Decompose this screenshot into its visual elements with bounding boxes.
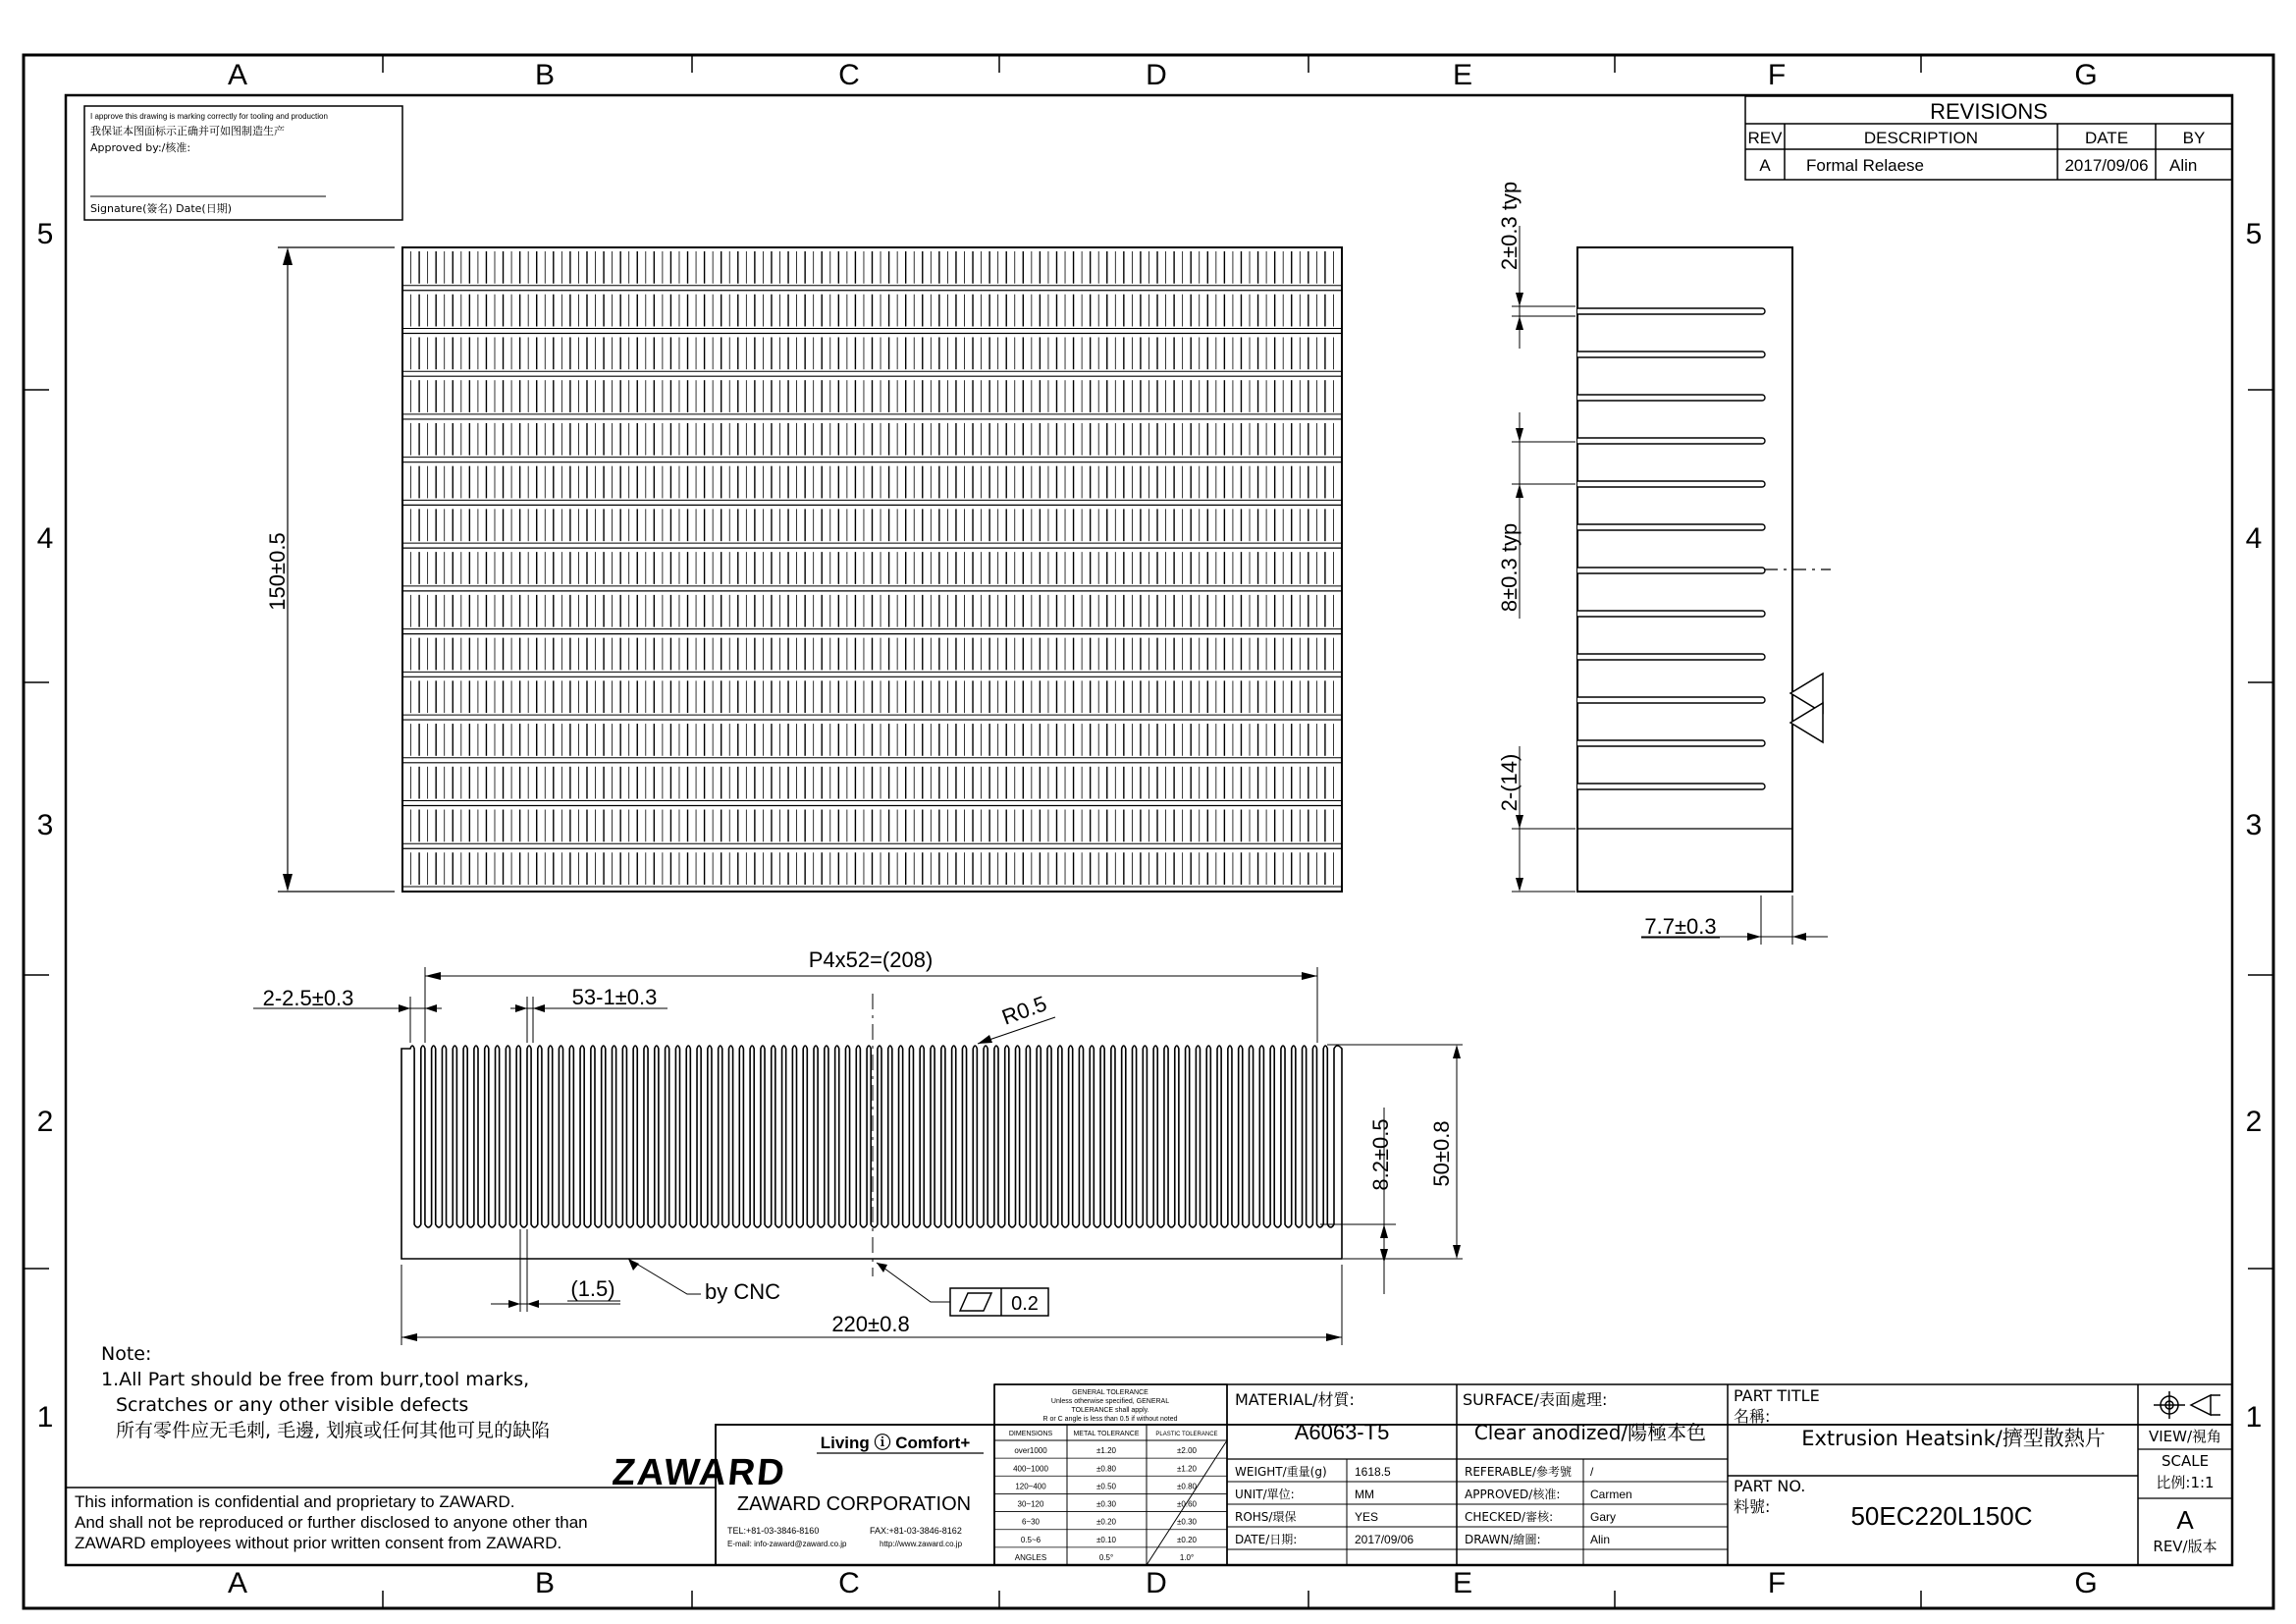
tol-col-metal: METAL TOLERANCE: [1073, 1431, 1140, 1437]
view-label: VIEW/視角: [2148, 1428, 2222, 1445]
tolerance-cell: 0.5°: [1098, 1553, 1114, 1562]
prop-label: DATE/日期:: [1235, 1533, 1298, 1546]
people-value: Carmen: [1590, 1488, 1632, 1501]
confidential-line-2: And shall not be reproduced or further disclosed to anyone other than: [75, 1513, 588, 1532]
tolerance-cell: 6~30: [1021, 1517, 1041, 1527]
rev-header-date: DATE: [2084, 129, 2129, 147]
tolerance-cell: 30~120: [1017, 1499, 1044, 1509]
people-label: REFERABLE/參考號: [1465, 1465, 1573, 1479]
part-no-label-2: 料號:: [1734, 1497, 1771, 1516]
zone-col-label: B: [534, 59, 556, 91]
projection-icon: [2154, 1391, 2220, 1419]
people-value: Alin: [1590, 1533, 1611, 1546]
zone-col-label: A: [227, 59, 248, 91]
revisions-title: REVISIONS: [1930, 99, 2048, 124]
tolerance-cell: ±0.80: [1177, 1482, 1197, 1491]
tolerance-cell: ±0.30: [1177, 1517, 1197, 1527]
tolerance-table: [994, 1384, 1227, 1565]
revisions-table: [1745, 96, 2232, 180]
fin-band: [402, 638, 1342, 671]
zone-col-label: A: [227, 1567, 248, 1599]
dim-typ-8: 8±0.3 typ: [1497, 522, 1522, 613]
fin-band: [402, 337, 1342, 369]
rev-cell-by: Alin: [2169, 156, 2198, 175]
tol-head-2: Unless otherwise specified, GENERAL: [1050, 1398, 1170, 1405]
zone-col-label: E: [1452, 59, 1473, 91]
fin-band: [402, 251, 1342, 284]
dim-pitch: P4x52=(208): [808, 947, 934, 972]
confidential-line-1: This information is confidential and proprietary to ZAWARD.: [75, 1492, 515, 1511]
material-value: A6063-T5: [1294, 1420, 1390, 1444]
flatness-value: 0.2: [1011, 1293, 1039, 1315]
side-fin: [1577, 308, 1765, 314]
dim-depth-8-2: 8.2±0.5: [1368, 1118, 1393, 1191]
surface-label: SURFACE/表面處理:: [1463, 1390, 1608, 1409]
confidential-block: [66, 1488, 716, 1552]
company-web: http://www.zaward.co.jp: [880, 1540, 963, 1548]
approval-text-1: I approve this drawing is marking correctly for tooling and production: [90, 112, 328, 121]
rev-value: A: [2176, 1505, 2194, 1535]
zone-col-label: G: [2074, 59, 2098, 91]
zone-col-label: G: [2074, 1567, 2098, 1599]
company-fax: FAX:+81-03-3846-8162: [870, 1526, 962, 1536]
company-logo: ZAWARD: [610, 1452, 788, 1493]
side-fin: [1577, 697, 1765, 703]
note-line-1: 1.All Part should be free from burr,tool marks,: [101, 1369, 530, 1390]
zone-col-label: F: [1767, 1567, 1787, 1599]
people-label: DRAWN/繪圖:: [1465, 1533, 1541, 1546]
company-email: E-mail: info-zaward@zaward.co.jp: [727, 1540, 847, 1548]
scale-value: 比例:1:1: [2156, 1474, 2215, 1491]
side-info: [2149, 1391, 2221, 1555]
part-number: 50EC220L150C: [1850, 1501, 2033, 1531]
fin-band: [402, 295, 1342, 327]
fin-band: [402, 767, 1342, 799]
zone-row-label: 1: [2245, 1401, 2263, 1434]
tolerance-cell: ±0.50: [1096, 1482, 1116, 1491]
part-name-label: 名稱:: [1734, 1407, 1771, 1426]
dim-side-7-7: 7.7±0.3: [1644, 914, 1717, 939]
tolerance-cell: 400~1000: [1013, 1464, 1048, 1474]
prop-value: YES: [1355, 1510, 1379, 1524]
material-label: MATERIAL/材質:: [1235, 1390, 1355, 1409]
tolerance-cell: over1000: [1014, 1446, 1047, 1456]
tolerance-cell: ±2.00: [1177, 1446, 1197, 1456]
note-line-3: 所有零件应无毛刺, 毛邊, 划痕或任何其他可見的缺陷: [116, 1420, 551, 1441]
dim-base-1-5: (1.5): [570, 1276, 615, 1301]
fin-band: [402, 810, 1342, 842]
note-line-2: Scratches or any other visible defects: [116, 1394, 469, 1416]
fin-band: [402, 724, 1342, 756]
material-surface: [1235, 1390, 1706, 1444]
company-block: [611, 1425, 994, 1565]
tolerance-cell: ±0.80: [1096, 1464, 1116, 1474]
company-slogan: Living ⓘ Comfort+: [820, 1434, 971, 1452]
tol-head-4: R or C angle is less than 0.5 if without noted: [1042, 1416, 1178, 1423]
zone-row-label: 4: [36, 522, 54, 555]
zone-row-label: 5: [2245, 218, 2263, 250]
side-fin: [1577, 568, 1765, 573]
tol-col-dimensions: DIMENSIONS: [1008, 1431, 1053, 1437]
side-fin: [1577, 395, 1765, 401]
people-value: Gary: [1590, 1510, 1617, 1524]
rev-header-by: BY: [2182, 129, 2206, 147]
dim-end-14: 2-(14): [1497, 753, 1522, 812]
dim-typ-2: 2±0.3 typ: [1497, 181, 1522, 271]
fin-band: [402, 680, 1342, 713]
dim-width-220: 220±0.8: [831, 1312, 910, 1336]
tolerance-cell: 0.5~6: [1020, 1535, 1041, 1544]
part-title: Extrusion Heatsink/擠型散熱片: [1801, 1427, 2106, 1450]
tolerance-cell: ±0.20: [1096, 1517, 1116, 1527]
tolerance-cell: ±1.20: [1096, 1446, 1116, 1456]
confidential-line-3: ZAWARD employees without prior written consent from ZAWARD.: [75, 1534, 562, 1552]
prop-value: MM: [1355, 1488, 1374, 1501]
scale-label: SCALE: [2161, 1452, 2210, 1470]
side-fin: [1577, 654, 1765, 660]
part-no-label: PART NO.: [1734, 1477, 1806, 1495]
fin-band: [402, 466, 1342, 499]
tol-head-3: TOLERANCE shall apply.: [1071, 1407, 1149, 1414]
zone-col-label: E: [1452, 1567, 1473, 1599]
zone-row-label: 3: [36, 809, 54, 841]
rev-cell-rev: A: [1759, 156, 1771, 175]
side-fin: [1577, 438, 1765, 444]
zone-col-label: D: [1146, 59, 1167, 91]
note-title: Note:: [101, 1343, 152, 1365]
tolerance-cell: ±0.60: [1177, 1499, 1197, 1509]
front-profile: [401, 1046, 1342, 1259]
part-block: [1734, 1386, 2106, 1531]
approval-text-2: 我保证本图面标示正确并可如图制造生产: [90, 125, 285, 137]
prop-label: WEIGHT/重量(g): [1235, 1465, 1327, 1479]
prop-label: UNIT/單位:: [1235, 1488, 1295, 1501]
tol-head-1: GENERAL TOLERANCE: [1072, 1389, 1148, 1396]
part-title-label: PART TITLE: [1734, 1386, 1820, 1405]
front-view: [253, 947, 1463, 1345]
approval-text-3: Approved by:/核准:: [90, 141, 191, 154]
top-view-fin-bands: [402, 251, 1342, 887]
people-label: APPROVED/核准:: [1465, 1488, 1561, 1501]
fin-band: [402, 852, 1342, 885]
rev-header-description: DESCRIPTION: [1863, 129, 1979, 147]
flatness-triangle-bottom: [1790, 703, 1823, 742]
dim-side-2-5: 2-2.5±0.3: [262, 986, 354, 1010]
signature-label: Signature(簽名) Date(日期): [90, 202, 233, 215]
rev-cell-description: Formal Relaese: [1806, 156, 1924, 175]
approval-box: [84, 106, 402, 220]
people-label: CHECKED/審核:: [1465, 1510, 1554, 1524]
fin-band: [402, 595, 1342, 627]
zone-col-label: D: [1146, 1567, 1167, 1599]
prop-value: 1618.5: [1355, 1465, 1391, 1479]
properties-table: [1235, 1464, 1632, 1546]
prop-value: 2017/09/06: [1355, 1533, 1415, 1546]
fin-band: [402, 552, 1342, 584]
tolerance-cell: ANGLES: [1014, 1553, 1047, 1562]
tolerance-cell: 120~400: [1015, 1482, 1046, 1491]
zone-row-label: 2: [36, 1106, 54, 1138]
rev-label: REV/版本: [2153, 1538, 2217, 1555]
rev-header-rev: REV: [1747, 129, 1783, 147]
dim-fin-53: 53-1±0.3: [571, 985, 658, 1009]
tolerance-cell: ±0.10: [1096, 1535, 1116, 1544]
zone-col-label: F: [1767, 59, 1787, 91]
side-fin: [1577, 740, 1765, 746]
tol-col-plastic: PLASTIC TOLERANCE: [1155, 1432, 1218, 1437]
dim-height-50: 50±0.8: [1429, 1120, 1454, 1187]
company-name: ZAWARD CORPORATION: [736, 1493, 972, 1515]
fin-band: [402, 509, 1342, 541]
tolerance-cell: 1.0°: [1179, 1553, 1195, 1562]
zone-row-label: 2: [2245, 1106, 2263, 1138]
tolerance-cell: ±1.20: [1177, 1464, 1197, 1474]
by-cnc-label: by CNC: [705, 1279, 781, 1304]
prop-label: ROHS/環保: [1235, 1510, 1297, 1524]
company-tel: TEL:+81-03-3846-8160: [727, 1526, 820, 1536]
zone-row-label: 4: [2245, 522, 2263, 555]
fin-band: [402, 380, 1342, 412]
dim-radius: R0.5: [998, 991, 1050, 1030]
people-value: /: [1590, 1465, 1594, 1479]
zone-row-label: 3: [2245, 809, 2263, 841]
dim-height-150: 150±0.5: [265, 532, 290, 611]
zone-col-label: C: [838, 59, 860, 91]
zone-row-label: 1: [36, 1401, 54, 1434]
rev-cell-date: 2017/09/06: [2064, 156, 2149, 175]
zone-row-label: 5: [36, 218, 54, 250]
side-view: [1497, 182, 1831, 945]
fin-band: [402, 423, 1342, 456]
side-fin: [1577, 784, 1765, 789]
zone-col-label: C: [838, 1567, 860, 1599]
side-fin: [1577, 611, 1765, 617]
surface-value: Clear anodized/陽極本色: [1473, 1421, 1707, 1444]
side-fin: [1577, 524, 1765, 530]
tolerance-cell: ±0.30: [1096, 1499, 1116, 1509]
tolerance-rows: [994, 1446, 1227, 1562]
side-view-fins: [1577, 308, 1792, 829]
note-block: [101, 1343, 550, 1441]
side-fin: [1577, 352, 1765, 357]
tolerance-cell: ±0.20: [1177, 1535, 1197, 1544]
top-view: [265, 247, 1342, 892]
zone-col-label: B: [534, 1567, 556, 1599]
side-fin: [1577, 481, 1765, 487]
